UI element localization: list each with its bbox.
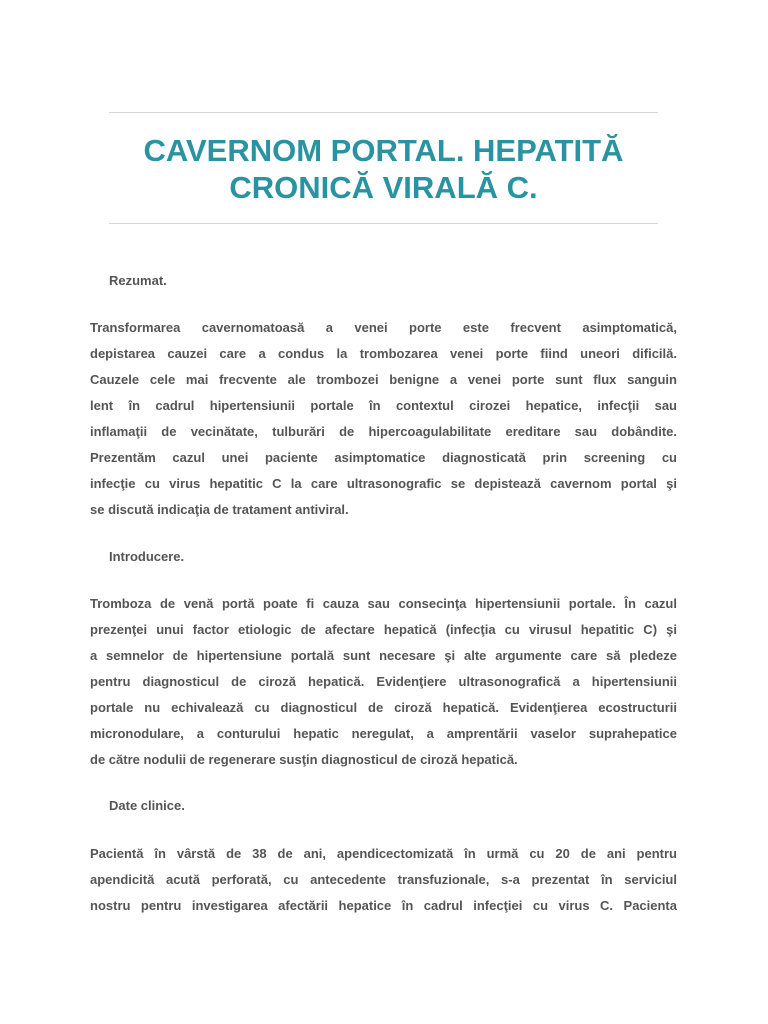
section-heading-rezumat: Rezumat.	[109, 273, 167, 288]
body-line: Pacientă în vârstă de 38 de ani, apendicectomizată în urmă cu 20 de ani pentru	[90, 846, 677, 861]
section-body-introducere	[90, 591, 677, 773]
body-line: Prezentăm cazul unei paciente asimptomatice diagnosticată prin screening cu	[90, 450, 677, 465]
title-line-2: CRONICĂ VIRALĂ C.	[229, 170, 538, 205]
section-heading-date-clinice: Date clinice.	[109, 798, 185, 813]
bottom-divider	[109, 223, 658, 224]
body-line: inflamaţii de vecinătate, tulburări de hipercoagulabilitate ereditare sau dobândite.	[90, 424, 677, 439]
document-title	[109, 132, 658, 206]
section-body-date-clinice	[90, 841, 677, 919]
body-line: a semnelor de hipertensiune portală sunt necesare şi alte argumente care să pledeze	[90, 648, 677, 663]
body-line: Tromboza de venă portă poate fi cauza sau consecinţa hipertensiunii portale. În cazul	[90, 596, 677, 611]
section-heading-introducere: Introducere.	[109, 549, 185, 564]
body-line: lent în cadrul hipertensiunii portale în contextul cirozei hepatice, infecţii sau	[90, 398, 677, 413]
body-line: prezenţei unui factor etiologic de afectare hepatică (infecţia cu virusul hepatitic C) şi	[90, 622, 677, 637]
body-line: depistarea cauzei care a condus la trombozarea venei porte fiind uneori dificilă.	[90, 346, 677, 361]
top-divider	[109, 112, 658, 113]
body-line: micronodulare, a conturului hepatic neregulat, a amprentării vaselor suprahepatice	[90, 726, 677, 741]
body-line: Cauzele cele mai frecvente ale trombozei benigne a venei porte sunt flux sanguin	[90, 372, 677, 387]
body-line: nostru pentru investigarea afectării hepatice în cadrul infecţiei cu virus C. Pacienta	[90, 898, 677, 913]
title-line-1: CAVERNOM PORTAL. HEPATITĂ	[143, 133, 624, 168]
body-line: apendicită acută perforată, cu antecedente transfuzionale, s-a prezentat în serviciul	[90, 872, 677, 887]
body-line: Transformarea cavernomatoasă a venei porte este frecvent asimptomatică,	[90, 320, 677, 335]
body-line: se discută indicaţia de tratament antiviral.	[90, 502, 349, 517]
body-line: infecţie cu virus hepatitic C la care ultrasonografic se depistează cavernom portal şi	[90, 476, 677, 491]
section-body-rezumat	[90, 315, 677, 523]
body-line: pentru diagnosticul de ciroză hepatică. Evidenţiere ultrasonografică a hipertensiunii	[90, 674, 677, 689]
body-line: de către nodulii de regenerare susţin diagnosticul de ciroză hepatică.	[90, 752, 518, 767]
body-line: portale nu echivalează cu diagnosticul de ciroză hepatică. Evidenţierea ecostructurii	[90, 700, 677, 715]
